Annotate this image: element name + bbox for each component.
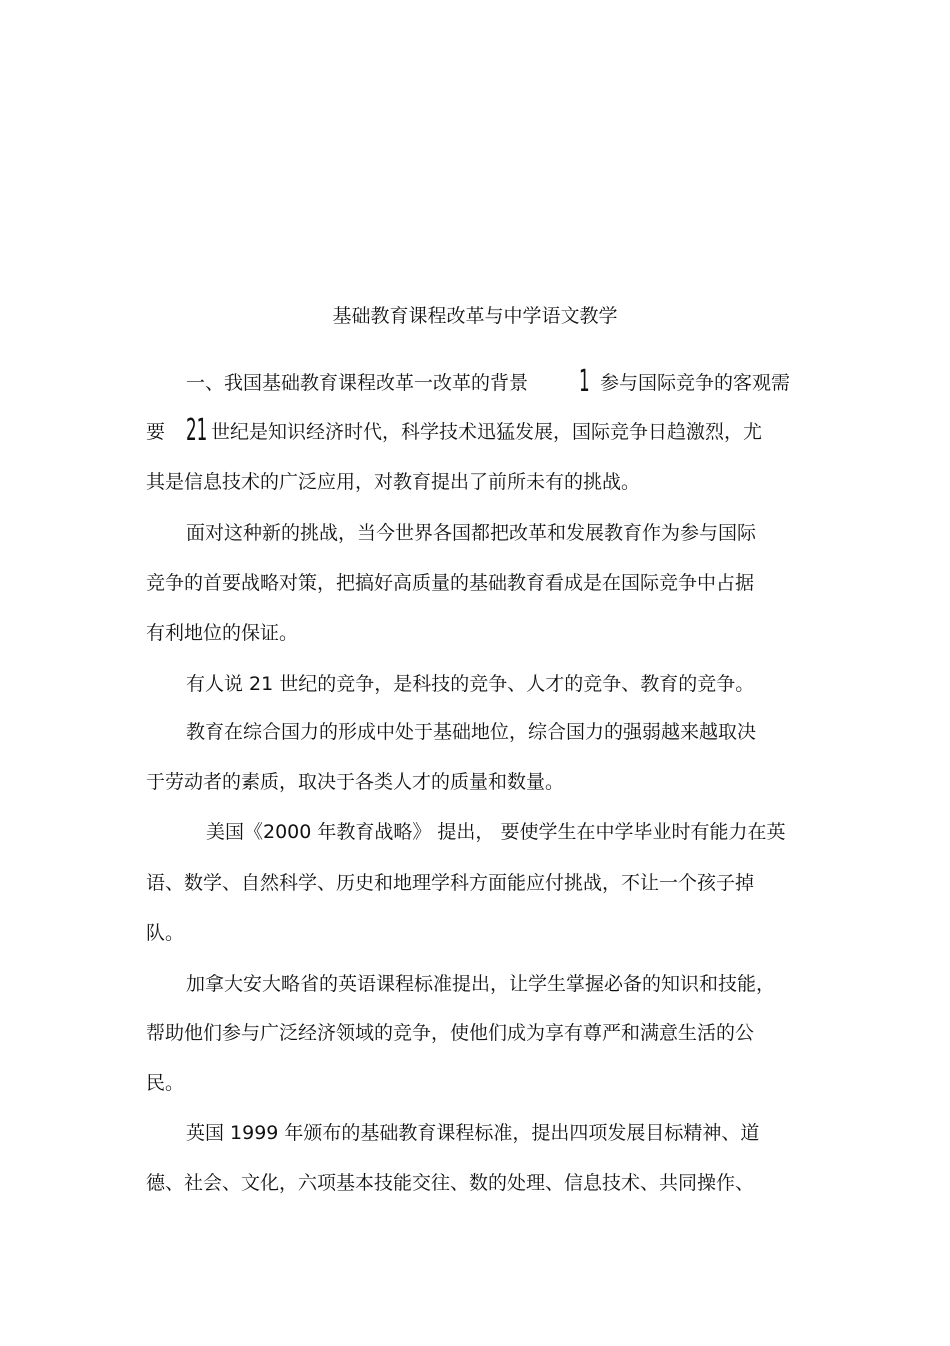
paragraph-line: 教育在综合国力的形成中处于基础地位，综合国力的强弱越来越取决 [186,721,757,743]
document-title: 基础教育课程改革与中学语文教学 [332,305,618,327]
paragraph-line: 面对这种新的挑战，当今世界各国都把改革和发展教育作为参与国际 [186,522,757,544]
text-line: 要 [146,421,166,443]
paragraph-line: 于劳动者的素质，取决于各类人才的质量和数量。 [146,771,565,793]
paragraph-line: 美国《2000 年教育战略》 提出， 要使学生在中学毕业时有能力在英 [206,821,786,843]
text-line: 世纪是知识经济时代，科学技术迅猛发展，国际竞争日趋激烈，尤 [211,421,763,443]
item-number: 1 [579,364,590,399]
text-line: 其是信息技术的广泛应用，对教育提出了前所未有的挑战。 [146,471,641,493]
paragraph-line: 英国 1999 年颁布的基础教育课程标准，提出四项发展目标精神、道 [186,1122,760,1144]
paragraph-line: 竞争的首要战略对策，把搞好高质量的基础教育看成是在国际竞争中占据 [146,572,755,594]
paragraph-line: 有人说 21 世纪的竞争，是科技的竞争、人才的竞争、教育的竞争。 [186,673,755,695]
paragraph-line: 德、社会、文化，六项基本技能交往、数的处理、信息技术、共同操作、 [146,1172,755,1194]
paragraph-line: 民。 [146,1072,185,1094]
paragraph-line: 帮助他们参与广泛经济领域的竞争，使他们成为享有尊严和满意生活的公 [146,1022,755,1044]
century-number: 21 [186,413,208,448]
paragraph-line: 队。 [146,922,185,944]
section-heading: 一、我国基础教育课程改革一改革的背景 [186,372,529,394]
paragraph-line: 有利地位的保证。 [146,622,299,644]
item-text: 参与国际竞争的客观需 [600,372,791,394]
paragraph-line: 加拿大安大略省的英语课程标准提出，让学生掌握必备的知识和技能， [186,973,776,995]
paragraph-line: 语、数学、自然科学、历史和地理学科方面能应付挑战，不让一个孩子掉 [146,872,755,894]
